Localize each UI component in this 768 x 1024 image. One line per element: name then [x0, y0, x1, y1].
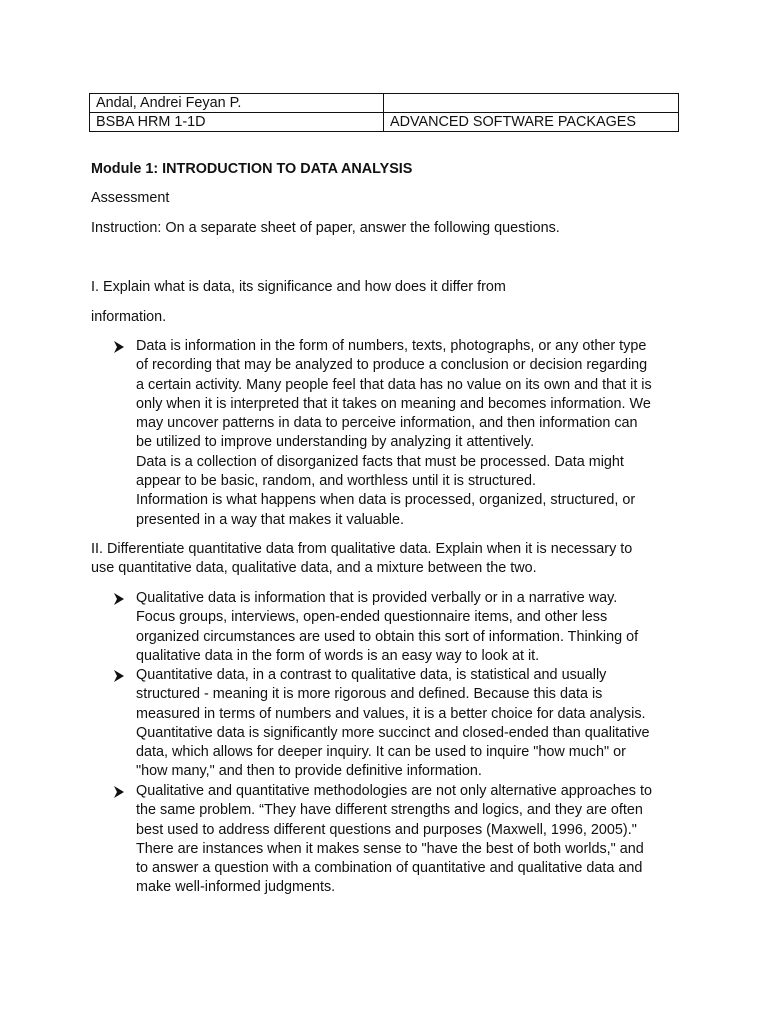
question-1-line-2: information.: [91, 309, 167, 325]
answer-line: Quantitative data, in a contrast to qualitative data, is statistical and usually: [136, 667, 607, 683]
answer-line: presented in a way that makes it valuable.: [136, 511, 404, 528]
question-2-line-1: II. Differentiate quantitative data from qualitative data. Explain when it is necessary to: [91, 541, 633, 557]
answer-line: be utilized to improve understanding by analyzing it attentively.: [136, 434, 535, 451]
assessment-heading: Assessment: [91, 190, 170, 206]
answer-line: the same problem. “They have different strengths and logics, and they are often: [136, 802, 643, 819]
subject-cell: ADVANCED SOFTWARE PACKAGES: [384, 113, 679, 132]
answer-line: "how many," and then to provide definitive information.: [136, 763, 482, 780]
answer-line: may uncover patterns in data to perceive information, and then information can: [136, 415, 638, 432]
answer-line: Quantitative data is significantly more succinct and closed-ended than qualitative: [136, 724, 650, 741]
student-name-cell: Andal, Andrei Feyan P.: [90, 94, 384, 113]
answer-line: data, which allows for deeper inquiry. It can be used to inquire "how much" or: [136, 744, 626, 761]
answer-line: Qualitative data is information that is provided verbally or in a narrative way.: [136, 590, 618, 606]
answer-line: of recording that may be analyzed to produce a conclusion or decision regarding: [136, 357, 648, 374]
empty-cell: [384, 94, 679, 113]
arrowhead-bullet-icon: [113, 592, 127, 606]
answer-line: There are instances when it makes sense to "have the best of both worlds," and: [136, 840, 644, 857]
q2-answer-bullet-mixed: [136, 782, 681, 898]
answer-line: Data is information in the form of numbers, texts, photographs, or any other type: [136, 338, 647, 354]
table-row: [90, 113, 679, 132]
answer-line: qualitative data in the form of words is an easy way to look at it.: [136, 647, 540, 664]
q2-answer-bullet-quantitative: [136, 666, 681, 782]
arrowhead-bullet-icon: [113, 669, 127, 683]
instruction-text: Instruction: On a separate sheet of paper, answer the following questions.: [91, 220, 560, 236]
question-2-line-2: use quantitative data, qualitative data, and a mixture between the two.: [91, 560, 537, 576]
module-title: Module 1: INTRODUCTION TO DATA ANALYSIS: [91, 161, 413, 177]
answer-line: best used to address different questions and purposes (Maxwell, 1996, 2005).": [136, 821, 637, 838]
answer-line: Focus groups, interviews, open-ended questionnaire items, and other less: [136, 609, 608, 626]
answer-line: Data is a collection of disorganized facts that must be processed. Data might: [136, 453, 624, 470]
student-info-table: [89, 93, 679, 132]
course-section-cell: BSBA HRM 1-1D: [90, 113, 384, 132]
answer-line: a certain activity. Many people feel that data has no value on its own and that it is: [136, 376, 652, 393]
table-row: [90, 94, 679, 113]
answer-line: make well-informed judgments.: [136, 879, 336, 896]
answer-line: to answer a question with a combination of quantitative and qualitative data and: [136, 860, 643, 877]
arrowhead-bullet-icon: [113, 340, 127, 354]
answer-line: organized circumstances are used to obtain this sort of information. Thinking of: [136, 628, 639, 645]
answer-line: measured in terms of numbers and values, it is a better choice for data analysis.: [136, 705, 646, 722]
answer-line: appear to be basic, random, and worthless until it is structured.: [136, 473, 536, 490]
arrowhead-bullet-icon: [113, 785, 127, 799]
answer-line: Qualitative and quantitative methodologies are not only alternative approaches to: [136, 783, 652, 799]
answer-line: structured - meaning it is more rigorous and defined. Because this data is: [136, 686, 603, 703]
q2-answer-bullet-qualitative: [136, 589, 681, 666]
answer-line: only when it is interpreted that it takes on meaning and becomes information. We: [136, 395, 651, 412]
answer-line: Information is what happens when data is processed, organized, structured, or: [136, 492, 636, 509]
question-1-line-1: I. Explain what is data, its significance and how does it differ from: [91, 279, 506, 295]
q1-answer-bullet: [136, 337, 681, 530]
